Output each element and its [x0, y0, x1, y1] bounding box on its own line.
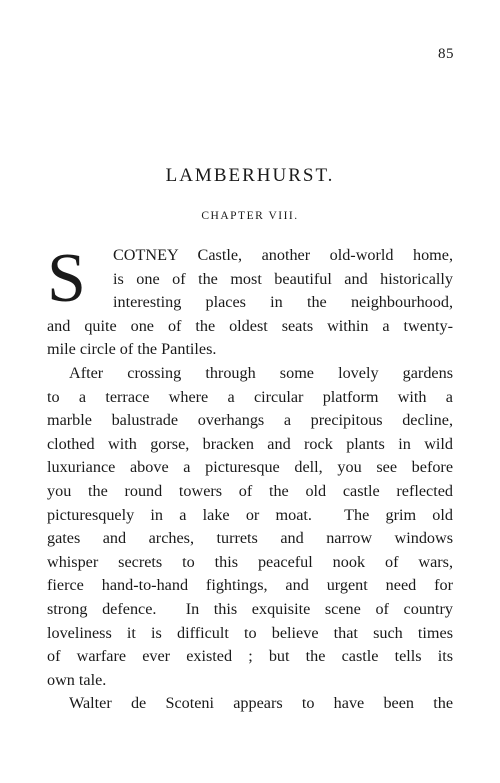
- text-line: loveliness it is difficult to believe that such times: [47, 623, 453, 642]
- chapter-title: LAMBERHURST.: [165, 165, 335, 186]
- chapter-heading: CHAPTER VIII.: [201, 210, 299, 222]
- text-line: strong defence. In this exquisite scene of country: [47, 599, 453, 618]
- text-line: luxuriance above a picturesque dell, you see before: [47, 458, 453, 477]
- text-line: clothed with gorse, bracken and rock plants in wild: [47, 434, 453, 453]
- text-line: to a terrace where a circular platform with a: [47, 387, 453, 406]
- text-line: Walter de Scoteni appears to have been the: [69, 694, 453, 713]
- body-text: [47, 240, 453, 716]
- text-line: fierce hand-to-hand fightings, and urgent need for: [47, 576, 453, 595]
- text-line: COTNEY Castle, another old-world home,: [113, 246, 453, 264]
- text-line: whisper secrets to this peaceful nook of wars,: [47, 552, 453, 571]
- drop-cap: S: [47, 240, 86, 317]
- text-lines: [47, 240, 453, 716]
- text-line: marble balustrade overhangs a precipitous decline,: [47, 411, 453, 430]
- text-line: interesting places in the neighbourhood,: [113, 293, 453, 312]
- text-line: After crossing through some lovely gardens: [69, 363, 453, 382]
- text-line: of warfare ever existed ; but the castle tells its: [47, 647, 453, 666]
- text-line: and quite one of the oldest seats within a twenty-: [47, 316, 453, 335]
- text-line: mile circle of the Pantiles.: [47, 340, 217, 359]
- text-line: gates and arches, turrets and narrow windows: [47, 529, 453, 548]
- text-line: own tale.: [47, 670, 107, 689]
- text-line: you the round towers of the old castle reflected: [47, 481, 453, 500]
- text-line: is one of the most beautiful and historically: [113, 269, 453, 288]
- page-number: 85: [438, 46, 454, 62]
- text-line: picturesquely in a lake or moat. The grim old: [47, 505, 453, 524]
